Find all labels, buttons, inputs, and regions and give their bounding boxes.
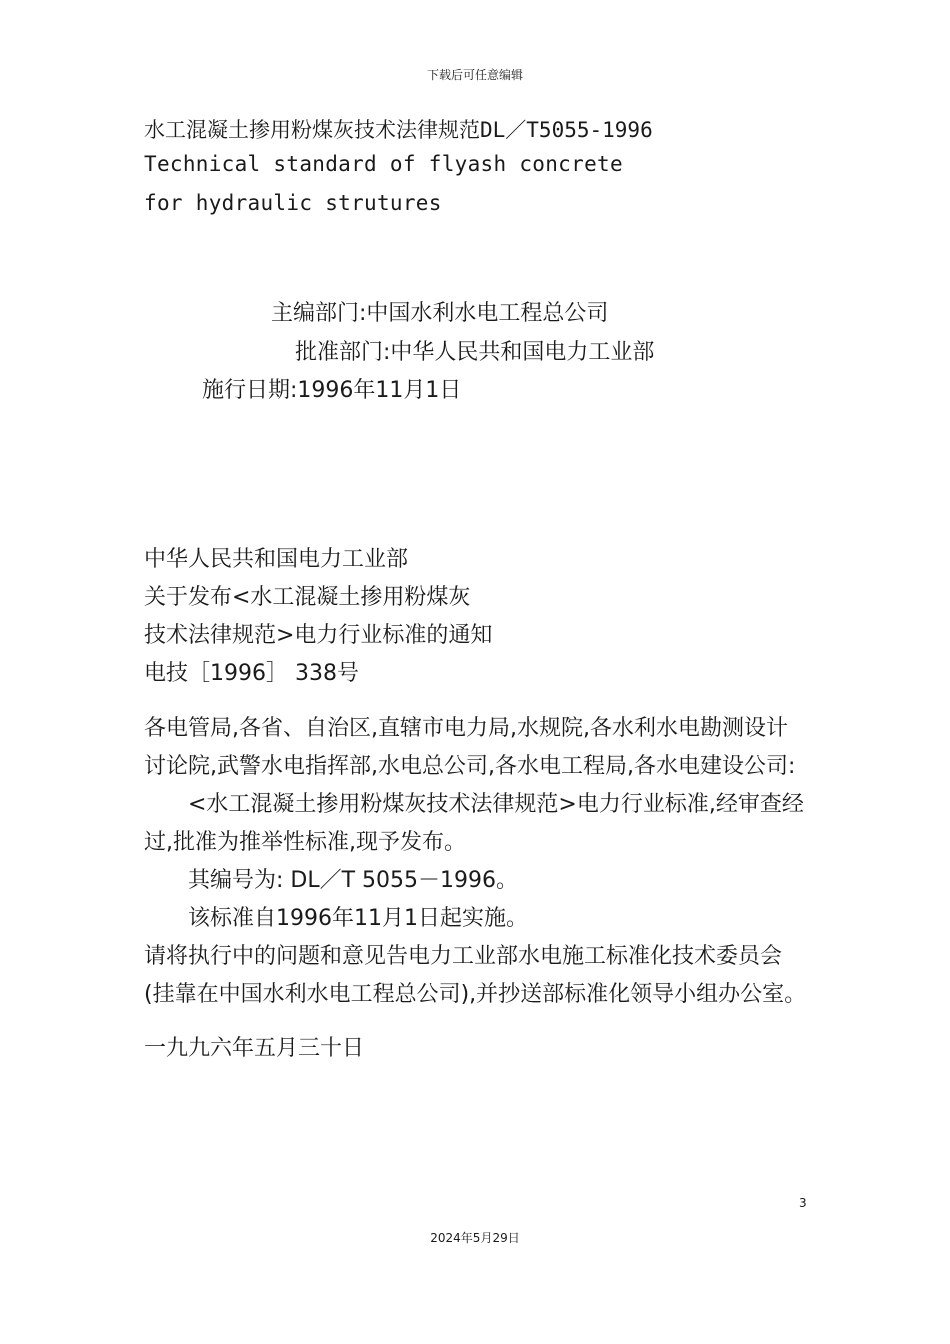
- implementation-paragraph: 该标准自1996年11月1日起实施。: [188, 906, 528, 931]
- english-title-line-1: Technical standard of flyash concrete: [144, 152, 623, 176]
- standard-number-paragraph: 其编号为: DL／T 5055－1996。: [188, 868, 519, 893]
- effective-date: 施行日期:1996年11月1日: [202, 378, 462, 403]
- notice-document-number: 电技［1996］ 338号: [144, 661, 359, 686]
- header-note: 下载后可任意编辑: [426, 68, 523, 82]
- notice-date: 一九九六年五月三十日: [144, 1036, 365, 1061]
- page-number: 3: [799, 1196, 807, 1210]
- notice-heading-line-1: 关于发布<水工混凝土掺用粉煤灰: [144, 585, 471, 610]
- editor-department: 主编部门:中国水利水电工程总公司: [271, 301, 609, 326]
- recipients-paragraph: 各电管局,各省、自治区,直辖市电力局,水规院,各水利水电勘测设计讨论院,武警水电指挥部,水电总公司,各水电工程局,各水电建设公司:: [144, 716, 796, 779]
- notice-heading-line-2: 技术法律规范>电力行业标准的通知: [144, 623, 493, 648]
- footer-date: 2024年5月29日: [430, 1231, 520, 1245]
- english-title-line-2: for hydraulic strutures: [144, 191, 442, 215]
- document-title: 水工混凝土掺用粉煤灰技术法律规范DL／T5055-1996: [144, 118, 653, 142]
- feedback-paragraph: 请将执行中的问题和意见告电力工业部水电施工标准化技术委员会(挂靠在中国水利水电工程总公司),并抄送部标准化领导小组办公室。: [144, 944, 807, 1007]
- notice-issuer: 中华人民共和国电力工业部: [144, 547, 409, 572]
- approver-department: 批准部门:中华人民共和国电力工业部: [295, 340, 655, 365]
- notice-body: [144, 710, 809, 1068]
- approval-paragraph: <水工混凝土掺用粉煤灰技术法律规范>电力行业标准,经审查经过,批准为推举性标准,现予发布。: [144, 792, 804, 855]
